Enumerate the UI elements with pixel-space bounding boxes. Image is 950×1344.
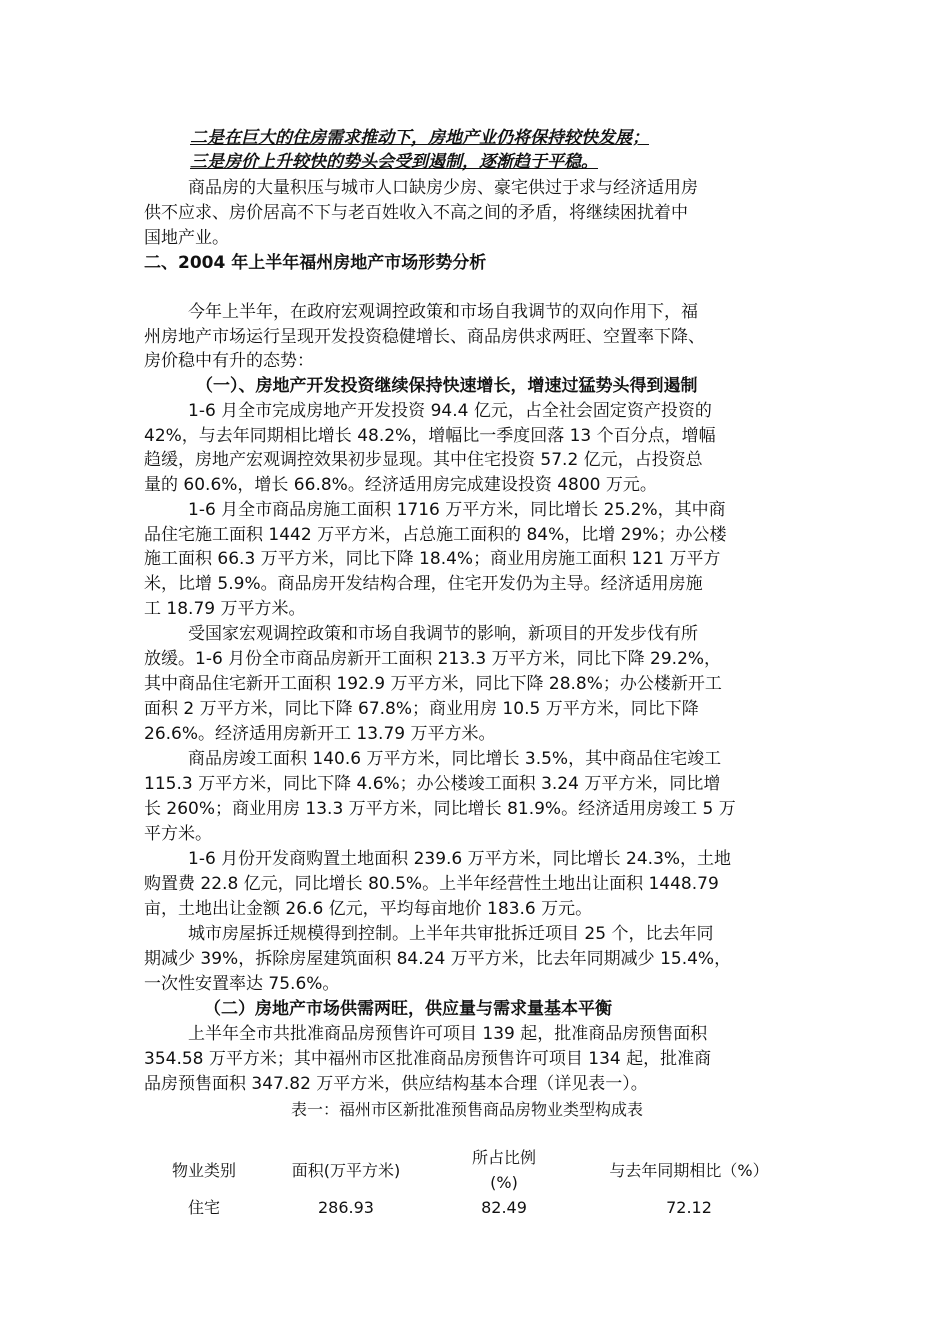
paragraph-line: 购置费 22.8 亿元，同比增长 80.5%。上半年经营性土地出让面积 1448.79: [144, 874, 719, 894]
paragraph-line: 工 18.79 万平方米。: [144, 599, 306, 619]
paragraph-line: 受国家宏观调控政策和市场自我调节的影响，新项目的开发步伐有所: [188, 624, 698, 644]
table-caption: 表一：福州市区新批准预售商品房物业类型构成表: [291, 1100, 644, 1119]
paragraph-line: 长 260%；商业用房 13.3 万平方米，同比增长 81.9%。经济适用房竣工 5 万: [144, 799, 736, 819]
paragraph-line: 量的 60.6%，增长 66.8%。经济适用房完成建设投资 4800 万元。: [144, 475, 657, 495]
paragraph-line: 品房预售面积 347.82 万平方米，供应结构基本合理（详见表一）。: [144, 1074, 648, 1094]
paragraph-line: 供不应求、房价居高不下与老百姓收入不高之间的矛盾，将继续困扰着中: [144, 203, 688, 223]
paragraph-line: 商品房的大量积压与城市人口缺房少房、豪宅供过于求与经济适用房: [188, 178, 698, 198]
highlight-line: 二是在巨大的住房需求推动下，房地产业仍将保持较快发展；: [190, 128, 649, 148]
paragraph-line: 354.58 万平方米；其中福州市区批准商品房预售许可项目 134 起，批准商: [144, 1049, 712, 1069]
paragraph-line: 城市房屋拆迁规模得到控制。上半年共审批拆迁项目 25 个，比去年同: [188, 924, 714, 944]
paragraph-line: 1-6 月全市商品房施工面积 1716 万平方米，同比增长 25.2%，其中商: [188, 500, 726, 520]
table-cell: 286.93: [318, 1198, 374, 1217]
paragraph-line: 42%，与去年同期相比增长 48.2%，增幅比一季度回落 13 个百分点，增幅: [144, 426, 716, 446]
paragraph-line: 州房地产市场运行呈现开发投资稳健增长、商品房供求两旺、空置率下降、: [144, 327, 705, 347]
subsection-heading: （一）、房地产开发投资继续保持快速增长，增速过猛势头得到遏制: [196, 376, 698, 396]
table-cell: 82.49: [481, 1198, 527, 1217]
subsection-heading: （二）房地产市场供需两旺，供应量与需求量基本平衡: [204, 999, 612, 1019]
paragraph-line: 国地产业。: [144, 228, 229, 248]
paragraph-line: 26.6%。经济适用房新开工 13.79 万平方米。: [144, 724, 496, 744]
table-cell: 72.12: [666, 1198, 712, 1217]
table-header-cell: 与去年同期相比（%）: [609, 1161, 769, 1180]
paragraph-line: 一次性安置率达 75.6%。: [144, 974, 340, 994]
paragraph-line: 商品房竣工面积 140.6 万平方米，同比增长 3.5%，其中商品住宅竣工: [188, 749, 722, 769]
paragraph-line: 今年上半年，在政府宏观调控政策和市场自我调节的双向作用下，福: [188, 302, 698, 322]
paragraph-line: 放缓。1-6 月份全市商品房新开工面积 213.3 万平方米，同比下降 29.2%，: [144, 649, 722, 669]
section-heading: 二、2004 年上半年福州房地产市场形势分析: [144, 253, 487, 273]
paragraph-line: 1-6 月全市完成房地产开发投资 94.4 亿元，占全社会固定资产投资的: [188, 401, 712, 421]
paragraph-line: 1-6 月份开发商购置土地面积 239.6 万平方米，同比增长 24.3%，土地: [188, 849, 732, 869]
table-header-cell: 面积(万平方米): [291, 1161, 401, 1180]
paragraph-line: 面积 2 万平方米，同比下降 67.8%；商业用房 10.5 万平方米，同比下降: [144, 699, 699, 719]
paragraph-line: 施工面积 66.3 万平方米，同比下降 18.4%；商业用房施工面积 121 万平方: [144, 549, 721, 569]
paragraph-line: 趋缓，房地产宏观调控效果初步显现。其中住宅投资 57.2 亿元，占投资总: [144, 450, 703, 470]
paragraph-line: 115.3 万平方米，同比下降 4.6%；办公楼竣工面积 3.24 万平方米，同比增: [144, 774, 721, 794]
paragraph-line: 上半年全市共批准商品房预售许可项目 139 起，批准商品房预售面积: [188, 1024, 708, 1044]
table-header-cell: (%): [490, 1173, 518, 1192]
table-header-cell: 物业类别: [171, 1161, 236, 1180]
paragraph-line: 平方米。: [144, 824, 212, 844]
paragraph-line: 其中商品住宅新开工面积 192.9 万平方米，同比下降 28.8%；办公楼新开工: [144, 674, 722, 694]
table-cell: 住宅: [187, 1198, 220, 1217]
paragraph-line: 亩，土地出让金额 26.6 亿元，平均每亩地价 183.6 万元。: [144, 899, 593, 919]
paragraph-line: 期减少 39%，拆除房屋建筑面积 84.24 万平方米，比去年同期减少 15.4%，: [144, 949, 732, 969]
paragraph-line: 米，比增 5.9%。商品房开发结构合理，住宅开发仍为主导。经济适用房施: [144, 574, 703, 594]
table-header-cell: 所占比例: [471, 1148, 536, 1167]
paragraph-line: 品住宅施工面积 1442 万平方米，占总施工面积的 84%，比增 29%；办公楼: [144, 525, 727, 545]
paragraph-line: 房价稳中有升的态势：: [144, 351, 314, 371]
highlight-line: 三是房价上升较快的势头会受到遏制，逐渐趋于平稳。: [190, 152, 598, 172]
